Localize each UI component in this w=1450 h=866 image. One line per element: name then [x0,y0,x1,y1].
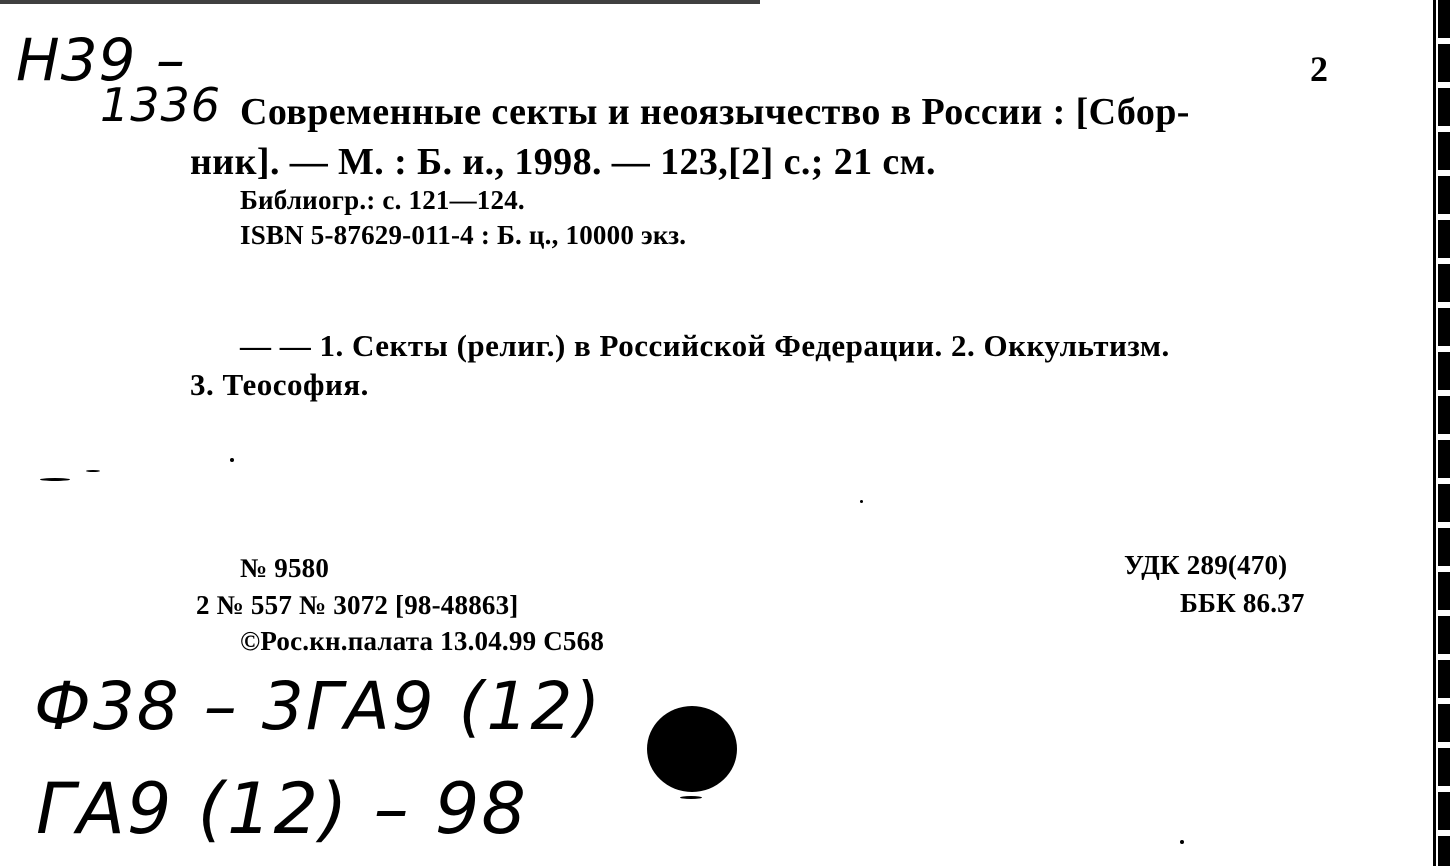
scan-speck [1180,840,1184,844]
scan-edge-right [1438,0,1450,866]
card-number: 2 [1310,49,1328,89]
scan-speck [40,478,70,481]
subjects-line-1: — — 1. Секты (религ.) в Российской Федерации. 2. Оккультизм. [240,328,1170,363]
scan-speck [230,458,234,462]
handwritten-shelfmark-line-2: 1336 [100,78,222,132]
bibliography-note: Библиогр.: с. 121—124. [240,185,525,215]
handwritten-call-number-line-1: Ф38 – 3ГА9 (12) [34,668,603,745]
scan-speck [680,796,702,799]
scan-speck [86,470,100,472]
bbk-code: ББК 86.37 [1180,588,1305,618]
title-line-2: ник]. — М. : Б. и., 1998. — 123,[2] с.; 21 см. [190,141,936,183]
scan-edge-top [0,0,760,4]
copyright-line: ©Рос.кн.палата 13.04.99 С568 [240,626,605,656]
registry-number: № 9580 [240,553,330,583]
handwritten-call-number-line-2: ГА9 (12) – 98 [36,768,528,850]
subjects-line-2: 3. Теософия. [190,367,369,402]
punch-hole [647,706,737,792]
scan-speck [860,500,863,503]
scan-edge-right-line [1433,0,1436,866]
handwritten-shelfmark-line-1: Н39 – [16,26,186,94]
isbn-line: ISBN 5-87629-011-4 : Б. ц., 10000 экз. [240,220,687,250]
title-line-1: Современные секты и неоязычество в России : [Сбор- [240,91,1190,133]
udk-code: УДК 289(470) [1124,550,1288,580]
registry-numbers: 2 № 557 № 3072 [98-48863] [196,590,519,620]
